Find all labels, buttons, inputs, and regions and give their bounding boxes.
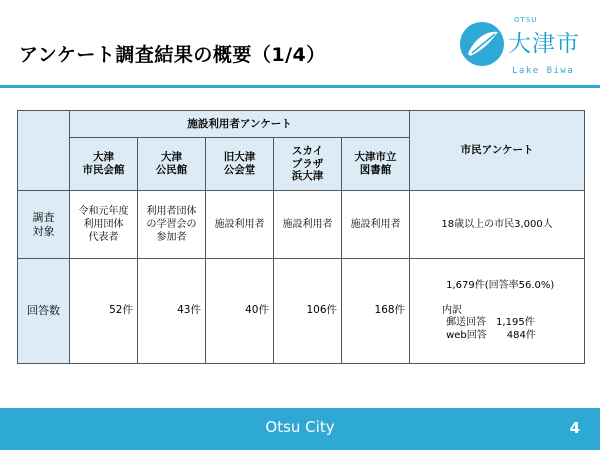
logo-city-name: 大津市 [508,31,580,57]
logo-small-text: OTSU [514,16,538,24]
footer-city-name: Otsu City [265,418,335,436]
facility-target-cell: 利用者団体 の学習会の 参加者 [138,191,206,259]
facility-target-cell: 施設利用者 [274,191,342,259]
citizen-survey-header: 市民アンケート [410,111,585,191]
facility-count-cell: 43件 [138,259,206,364]
page-number: 4 [569,419,580,437]
citizen-target-cell: 18歳以上の市民3,000人 [410,191,585,259]
citizen-count-cell [410,259,585,364]
facility-count-cell: 40件 [206,259,274,364]
facility-header: 旧大津 公会堂 [206,138,274,191]
citizen-total-count: 1,679件(回答率56.0%) [446,280,555,291]
facility-header: 大津 市民会館 [70,138,138,191]
facility-count-cell: 168件 [342,259,410,364]
row-label-responses: 回答数 [18,259,70,364]
facility-target-cell: 令和元年度 利用団体 代表者 [70,191,138,259]
facility-count-cell: 106件 [274,259,342,364]
citizen-mail-count: 郵送回答 1,195件 [446,317,535,328]
facility-header: 大津市立 図書館 [342,138,410,191]
table-corner-cell [18,111,70,191]
citizen-web-count: web回答 484件 [446,329,536,341]
facility-target-cell: 施設利用者 [342,191,410,259]
footer-bar [0,408,600,450]
facility-count-cell: 52件 [70,259,138,364]
facility-header: スカイ プラザ 浜大津 [274,138,342,191]
facility-group-header: 施設利用者アンケート [70,111,410,138]
city-logo [458,14,596,80]
facility-header: 大津 公民館 [138,138,206,191]
title-divider [0,85,600,88]
citizen-breakdown-label: 内訳 [442,304,463,316]
logo-subtitle: Lake Biwa [512,66,575,76]
row-label-target: 調査 対象 [18,191,70,259]
page-title: アンケート調査結果の概要（1/4） [19,44,326,66]
leaf-logo-icon [458,20,506,68]
facility-target-cell: 施設利用者 [206,191,274,259]
survey-summary-table [17,110,585,364]
